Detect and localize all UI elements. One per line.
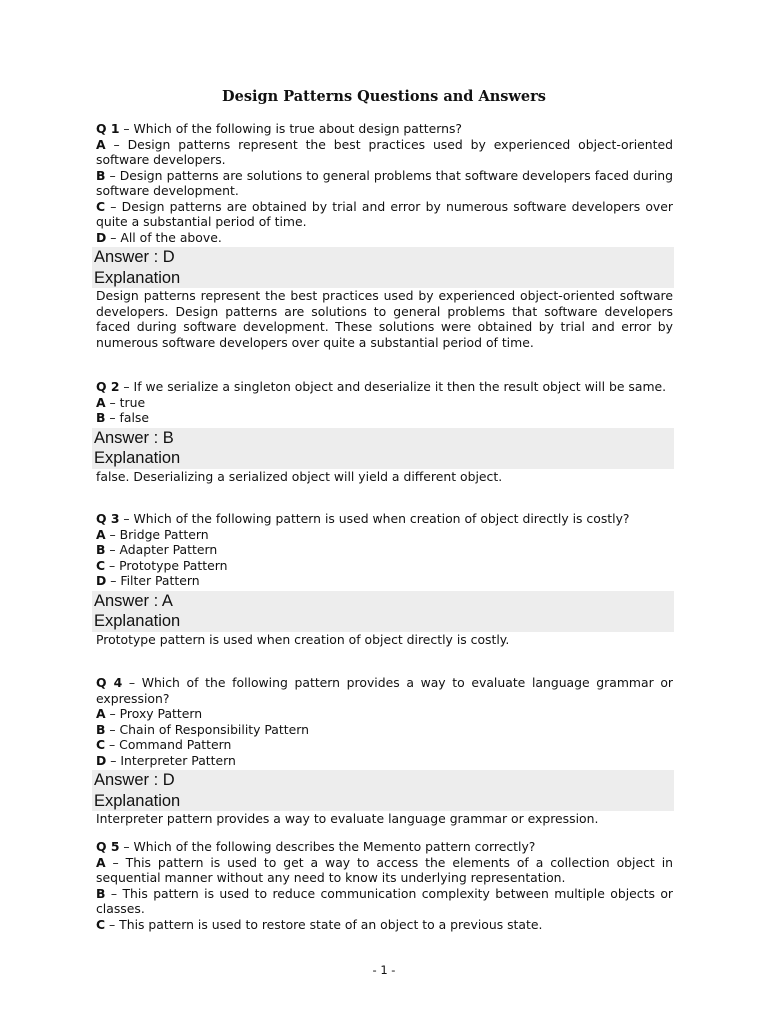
- explanation-label: Explanation: [94, 612, 181, 630]
- answer-label: Answer : D: [94, 771, 175, 789]
- answer-label: Answer : A: [94, 591, 173, 610]
- page-number: - 1 -: [372, 963, 396, 977]
- explanation-text: Interpreter pattern provides a way to evaluate language grammar or expression.: [92, 811, 674, 829]
- question-block-1: [92, 121, 674, 352]
- option-d: D – Interpreter Pattern: [96, 752, 236, 768]
- option-d: D – All of the above.: [96, 229, 222, 245]
- option-b: B – Design patterns are solutions to general problems that software developers faced during software development.: [96, 167, 673, 198]
- option-a: A – Bridge Pattern: [96, 526, 209, 542]
- option-c: C – Prototype Pattern: [96, 557, 228, 573]
- question-block-5: [92, 839, 674, 932]
- option-a: A – Design patterns represent the best practices used by experienced object-oriented software developers.: [96, 136, 673, 167]
- explanation-text: Design patterns represent the best practices used by experienced object-oriented software developers. Design patterns are solutions to general problems that software developers faced during software development. These solutions were obtained by trial and error by numerous software developers over quite a substantial period of time.: [92, 288, 674, 352]
- answer-box: [92, 428, 674, 487]
- question-text: Q 3 – Which of the following pattern is used when creation of object directly is costly?: [96, 511, 630, 526]
- option-b: B – Chain of Responsibility Pattern: [96, 721, 309, 737]
- explanation-label: Explanation: [94, 791, 181, 810]
- option-c: C – Design patterns are obtained by trial and error by numerous software developers over quite a substantial period of time.: [96, 198, 673, 229]
- option-c: C – Command Pattern: [96, 737, 232, 752]
- answer-label: Answer : D: [94, 248, 175, 266]
- option-a: A – true: [96, 394, 146, 410]
- option-a: A – This pattern is used to get a way to access the elements of a collection object in sequential manner without any need to know its underlying representation.: [96, 854, 673, 885]
- question-block-2: [92, 379, 674, 486]
- explanation-text: Prototype pattern is used when creation of object directly is costly.: [92, 632, 674, 650]
- question-block-4: [92, 675, 674, 829]
- answer-label: Answer : B: [94, 428, 174, 447]
- option-a: A – Proxy Pattern: [96, 706, 203, 721]
- option-b: B – This pattern is used to reduce communication complexity between multiple objects or classes.: [96, 885, 673, 916]
- option-b: B – false: [96, 410, 150, 425]
- question-text: Q 2 – If we serialize a singleton object and deserialize it then the result object will be same.: [96, 379, 667, 394]
- answer-box: [92, 247, 674, 352]
- question-text: Q 4 – Which of the following pattern provides a way to evaluate language grammar or expression?: [96, 675, 674, 706]
- question-block-3: [92, 511, 674, 649]
- option-b: B – Adapter Pattern: [96, 542, 218, 557]
- option-c: C – This pattern is used to restore state of an object to a previous state.: [96, 916, 543, 932]
- explanation-label: Explanation: [94, 268, 181, 287]
- option-d: D – Filter Pattern: [96, 573, 200, 588]
- explanation-text: false. Deserializing a serialized object will yield a different object.: [92, 469, 674, 487]
- document-title: Design Patterns Questions and Answers: [222, 88, 546, 105]
- explanation-label: Explanation: [94, 449, 181, 467]
- answer-box: [92, 591, 674, 650]
- question-text: Q 1 – Which of the following is true about design patterns?: [96, 121, 462, 136]
- answer-box: [92, 770, 674, 829]
- question-text: Q 5 – Which of the following describes the Memento pattern correctly?: [96, 839, 536, 854]
